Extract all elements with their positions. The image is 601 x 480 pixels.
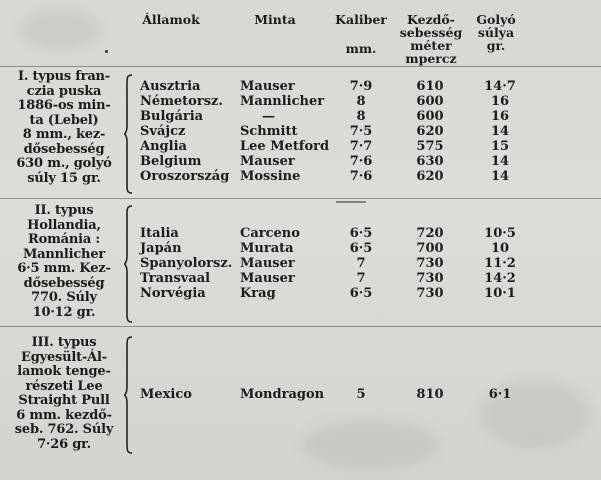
caliber-cell: 7·6 xyxy=(349,169,373,184)
description-line: Románia : xyxy=(28,232,100,247)
description-line: Straight Pull xyxy=(18,393,110,408)
header-country xyxy=(140,13,202,26)
model-cell: Mossine xyxy=(240,169,301,184)
country-cell: Spanyolorsz. xyxy=(140,256,233,271)
country-cell: Anglia xyxy=(140,139,187,154)
header-velocity-line: mpercz xyxy=(405,51,457,66)
country-cell: Oroszország xyxy=(140,169,230,184)
model-cell: Mauser xyxy=(240,256,295,271)
table-row xyxy=(0,110,601,124)
weight-cell: 14·7 xyxy=(484,79,516,94)
header-velocity-line: Kezdő- xyxy=(407,12,455,27)
country-cell: Norvégia xyxy=(140,286,206,301)
header-caliber xyxy=(333,13,389,55)
weight-cell: 14 xyxy=(490,169,510,184)
model-cell: Carceno xyxy=(240,226,300,241)
weight-cell: 10·1 xyxy=(484,286,516,301)
table-row xyxy=(0,272,601,286)
velocity-cell: 610 xyxy=(416,79,444,94)
velocity-cell: 630 xyxy=(416,154,444,169)
description-line: részeti Lee xyxy=(25,378,103,394)
ink-dot xyxy=(105,50,108,53)
description-line: 6 mm. kezdő- xyxy=(16,407,112,423)
country-cell: Belgium xyxy=(140,154,202,169)
header-model-label: Minta xyxy=(254,12,296,27)
country-cell: Japán xyxy=(140,241,182,256)
description-line: 10·12 gr. xyxy=(32,304,96,320)
model-cell: Krag xyxy=(240,286,276,301)
header-model xyxy=(250,13,300,26)
weight-cell: 15 xyxy=(490,139,510,154)
velocity-cell: 720 xyxy=(416,226,444,241)
caliber-cell: 6·5 xyxy=(349,286,373,301)
model-cell: Schmitt xyxy=(240,124,298,139)
velocity-cell: 620 xyxy=(416,124,444,139)
header-country-label: Államok xyxy=(142,12,200,27)
velocity-cell: 730 xyxy=(416,256,444,271)
table-row xyxy=(0,80,601,94)
description-line: Hollandia, xyxy=(27,217,101,233)
caliber-cell: 6·5 xyxy=(349,226,373,241)
velocity-cell: 620 xyxy=(416,169,444,184)
group-rule xyxy=(0,198,601,199)
caliber-cell: 7·9 xyxy=(349,79,373,94)
caliber-cell: 7 xyxy=(356,256,366,271)
caliber-cell: 8 xyxy=(356,109,366,124)
model-cell: Mauser xyxy=(240,154,295,169)
weight-cell: 14 xyxy=(490,154,510,169)
description-line: Egyesült-Ál- xyxy=(21,349,107,365)
weight-cell: 10 xyxy=(490,241,510,256)
table-row xyxy=(0,125,601,139)
description-line: súly 15 gr. xyxy=(27,170,101,186)
country-cell: Svájcz xyxy=(140,124,186,139)
table-row xyxy=(0,242,601,256)
weight-cell: 11·2 xyxy=(484,256,516,271)
header-weight-line: Golyó xyxy=(476,12,516,27)
weight-cell: 6·1 xyxy=(488,387,512,402)
country-cell: Németorsz. xyxy=(140,94,223,109)
header-caliber-line: mm. xyxy=(345,41,377,56)
smudge xyxy=(20,10,100,50)
model-cell: Murata xyxy=(240,241,294,256)
caliber-cell: 7·6 xyxy=(349,154,373,169)
description-line: dősebesség xyxy=(23,275,105,291)
group-rule xyxy=(0,326,601,327)
model-cell: Mannlicher xyxy=(240,94,325,109)
caliber-cell: 7 xyxy=(356,271,366,286)
description-line: seb. 762. Súly xyxy=(14,422,114,437)
description-line: lamok tenge- xyxy=(17,364,111,379)
model-cell: Mauser xyxy=(240,271,295,286)
table-row xyxy=(0,388,601,402)
country-cell: Bulgária xyxy=(140,109,204,124)
description-line: 770. Súly xyxy=(31,290,97,305)
description-line: 8 mm., kez- xyxy=(22,127,106,142)
description-line: II. typus xyxy=(34,203,94,218)
velocity-cell: 700 xyxy=(416,241,444,256)
model-cell: Mondragon xyxy=(240,387,325,402)
weight-cell: 16 xyxy=(490,94,510,109)
header-velocity-line: méter xyxy=(410,38,452,53)
header-velocity xyxy=(398,13,464,65)
table-row xyxy=(0,95,601,109)
table-row xyxy=(0,287,601,301)
smudge xyxy=(300,420,440,470)
description-line: III. typus xyxy=(31,335,97,350)
caliber-cell: 7·7 xyxy=(349,139,373,154)
velocity-cell: 575 xyxy=(416,139,444,154)
model-cell: Mauser xyxy=(240,79,295,94)
description-line: ta (Lebel) xyxy=(29,112,99,128)
country-cell: Ausztria xyxy=(140,79,201,94)
caliber-cell: 7·5 xyxy=(349,124,373,139)
caliber-cell: 5 xyxy=(356,387,366,402)
description-line: 1886-os min- xyxy=(17,98,111,113)
table-row xyxy=(0,227,601,241)
ink-mark xyxy=(336,201,366,203)
description-line: 6·5 mm. Kez- xyxy=(17,261,111,276)
header-weight xyxy=(472,13,520,52)
table-row xyxy=(0,257,601,271)
weight-cell: 16 xyxy=(490,109,510,124)
header-caliber-line: Kaliber xyxy=(335,12,387,27)
description-line: I. typus fran- xyxy=(18,69,110,84)
header-rule xyxy=(0,66,601,67)
header-velocity-line: sebesség xyxy=(399,25,463,40)
table-row xyxy=(0,170,601,184)
ditto-mark: — xyxy=(262,109,275,124)
caliber-cell: 8 xyxy=(356,94,366,109)
weight-cell: 14 xyxy=(490,124,510,139)
table-row xyxy=(0,155,601,169)
model-cell: Lee Metford xyxy=(240,139,330,154)
table-row xyxy=(0,140,601,154)
velocity-cell: 810 xyxy=(416,387,444,402)
velocity-cell: 600 xyxy=(416,94,444,109)
velocity-cell: 730 xyxy=(416,271,444,286)
velocity-cell: 600 xyxy=(416,109,444,124)
header-weight-line: súlya xyxy=(477,25,515,40)
country-cell: Mexico xyxy=(140,387,192,402)
header-weight-line: gr. xyxy=(486,38,506,53)
description-line: Mannlicher xyxy=(22,246,106,262)
description-line: dősebesség xyxy=(23,141,105,157)
weight-cell: 10·5 xyxy=(484,226,516,241)
country-cell: Italia xyxy=(140,226,179,241)
description-line: czia puska xyxy=(26,83,102,99)
description-line: 630 m., golyó xyxy=(16,156,112,171)
velocity-cell: 730 xyxy=(416,286,444,301)
country-cell: Transvaal xyxy=(140,271,211,286)
weight-cell: 14·2 xyxy=(484,271,516,286)
description-line: 7·26 gr. xyxy=(37,436,91,452)
caliber-cell: 6·5 xyxy=(349,241,373,256)
